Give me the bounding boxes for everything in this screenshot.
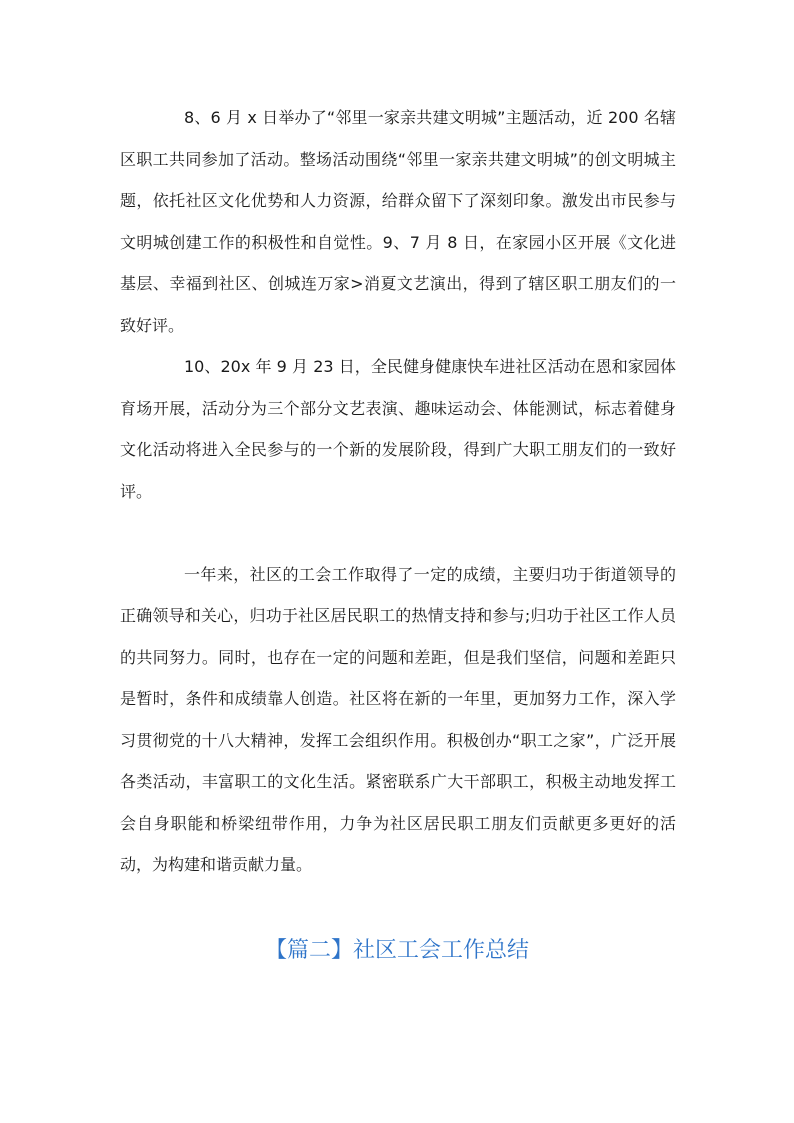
paragraph-summary: 一年来，社区的工会工作取得了一定的成绩，主要归功于街道领导的正确领导和关心，归功于社区居民职工的热情支持和参与;归功于社区工作人员的共同努力。同时，也存在一定的问题和差距，但是我们坚信，问题和差距只是暂时，条件和成绩靠人创造。社区将在新的一年里，更加努力工作，深入学习贯彻党的十八大精神，发挥工会组织作用。积极创办“职工之家”，广泛开展各类活动，丰富职工的文化生活。紧密联系广大干部职工，积极主动地发挥工会自身职能和桥梁纽带作用，力争为社区居民职工朋友们贡献更多更好的活动，为构建和谐贡献力量。	[120, 564, 676, 874]
paragraph-spacer	[120, 512, 676, 554]
paragraph-activity-10: 10、20x 年 9 月 23 日，全民健身健康快车进社区活动在恩和家园体育场开展，活动分为三个部分文艺表演、趣味运动会、体能测试，标志着健身文化活动将进入全民参与的一个新的发展阶段，得到广大职工朋友们的一致好评。	[120, 357, 676, 501]
paragraph-activities-8-9: 8、6 月 x 日举办了“邻里一家亲共建文明城”主题活动，近 200 名辖区职工共同参加了活动。整场活动围绕“邻里一家亲共建文明城”的创文明城主题，依托社区文化优势和人力资源，给群众留下了深刻印象。激发出市民参与文明城创建工作的积极性和自觉性。9、7 月 8 日，在家园小区开展《文化进基层、幸福到社区、创城连万家>消夏文艺演出，得到了辖区职工朋友们的一致好评。	[120, 108, 676, 335]
document-body	[120, 97, 676, 886]
section-heading: 【篇二】社区工会工作总结	[264, 938, 529, 963]
